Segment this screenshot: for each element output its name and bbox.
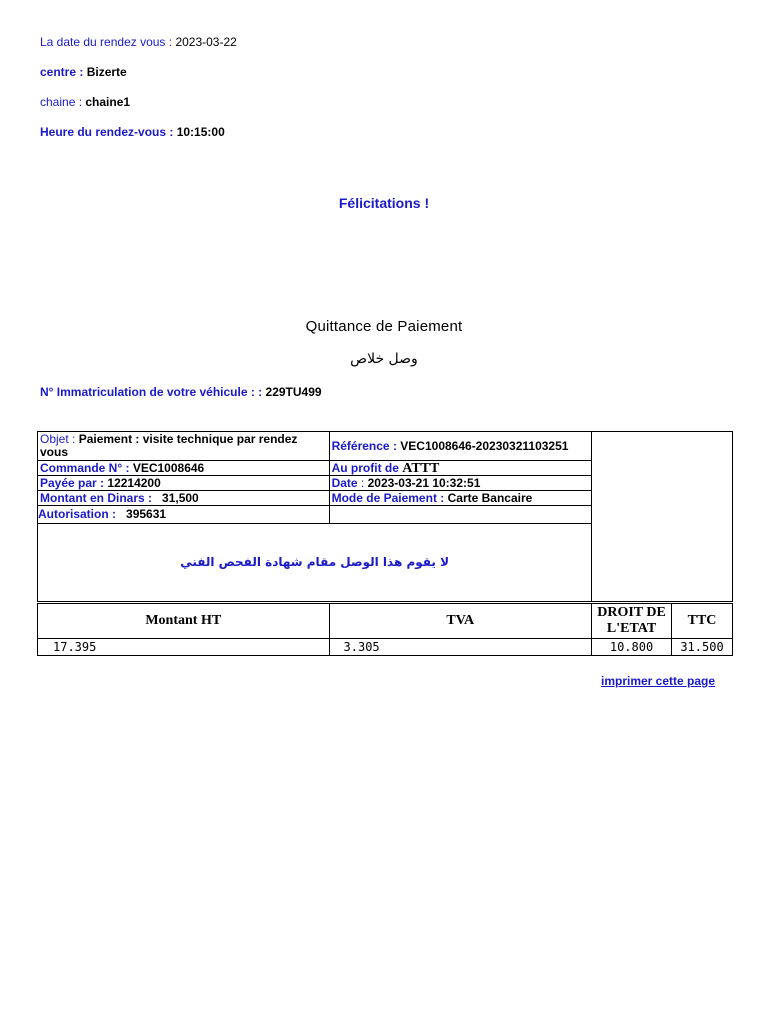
date-value: 2023-03-21 10:32:51 <box>367 475 481 490</box>
payee-label: Payée par : <box>40 475 105 490</box>
reference-value: VEC1008646-20230321103251 <box>400 438 569 453</box>
header-ttc: TTC <box>672 604 733 639</box>
quittance-title-arabic: وصل خلاص <box>350 351 418 367</box>
rdv-centre-line <box>40 65 127 79</box>
immatriculation-value: 229TU499 <box>265 385 322 399</box>
profit-cell <box>329 461 592 476</box>
value-droit-etat: 10.800 <box>592 639 672 656</box>
profit-label: Au profit de <box>331 460 399 475</box>
value-montant-ht: 17.395 <box>38 639 330 656</box>
date-sep: : <box>357 475 368 490</box>
mode-label: Mode de Paiement : <box>331 490 445 505</box>
rdv-heure-label: Heure du rendez-vous : <box>40 125 174 139</box>
montant-label: Montant en Dinars : <box>40 490 153 505</box>
receipt-side-cell <box>592 432 733 602</box>
rdv-heure-value: 10:15:00 <box>176 125 225 139</box>
arabic-note: لا يقوم هذا الوصل مقام شهادة الفحص الفني <box>38 524 592 602</box>
value-ttc: 31.500 <box>672 639 733 656</box>
receipt-table <box>37 431 733 602</box>
reference-label: Référence : <box>331 438 397 453</box>
commande-value: VEC1008646 <box>132 460 205 475</box>
header-montant-ht: Montant HT <box>38 604 330 639</box>
mode-cell <box>329 491 592 506</box>
rdv-date-value: 2023-03-22 <box>175 35 237 49</box>
rdv-centre-label: centre : <box>40 65 84 79</box>
amounts-table <box>37 603 733 656</box>
montant-value: 31,500 <box>162 490 199 505</box>
amounts-value-row <box>38 639 733 656</box>
value-tva: 3.305 <box>329 639 592 656</box>
immatriculation-label: N° Immatriculation de votre véhicule : : <box>40 385 263 399</box>
felicitations-message: Félicitations ! <box>338 195 430 211</box>
date-label: Date <box>331 475 358 490</box>
autorisation-value: 395631 <box>126 507 167 521</box>
autorisation-cell <box>38 506 330 524</box>
rdv-chaine-value: chaine1 <box>85 95 131 109</box>
quittance-title: Quittance de Paiement <box>305 318 463 335</box>
reference-cell <box>329 432 592 461</box>
rdv-date-label: La date du rendez vous : <box>40 35 173 49</box>
header-tva: TVA <box>329 604 592 639</box>
header-droit-etat: DROIT DE L'ETAT <box>592 604 672 639</box>
immatriculation-line <box>40 385 322 399</box>
date-cell <box>329 476 592 491</box>
objet-label: Objet <box>40 432 69 446</box>
mode-value: Carte Bancaire <box>447 490 533 505</box>
autorisation-label: Autorisation : <box>38 507 116 521</box>
profit-value: ATTT <box>402 460 440 476</box>
montant-cell <box>38 491 330 506</box>
empty-cell <box>329 506 592 524</box>
payee-value: 12214200 <box>107 475 161 490</box>
receipt-row-objet <box>38 432 733 461</box>
rdv-date-line <box>40 35 237 49</box>
rdv-heure-line <box>40 125 225 139</box>
commande-cell <box>38 461 330 476</box>
rdv-centre-value: Bizerte <box>86 65 127 79</box>
print-page-link[interactable]: imprimer cette page <box>601 674 716 688</box>
commande-label: Commande N° : <box>40 460 130 475</box>
objet-value: Paiement : visite technique par rendez vous <box>40 432 298 459</box>
rdv-chaine-line <box>40 95 130 109</box>
objet-sep: : <box>68 432 79 446</box>
rdv-chaine-label: chaine : <box>40 95 83 109</box>
amounts-header-row <box>38 604 733 639</box>
objet-cell <box>38 432 330 461</box>
payee-cell <box>38 476 330 491</box>
